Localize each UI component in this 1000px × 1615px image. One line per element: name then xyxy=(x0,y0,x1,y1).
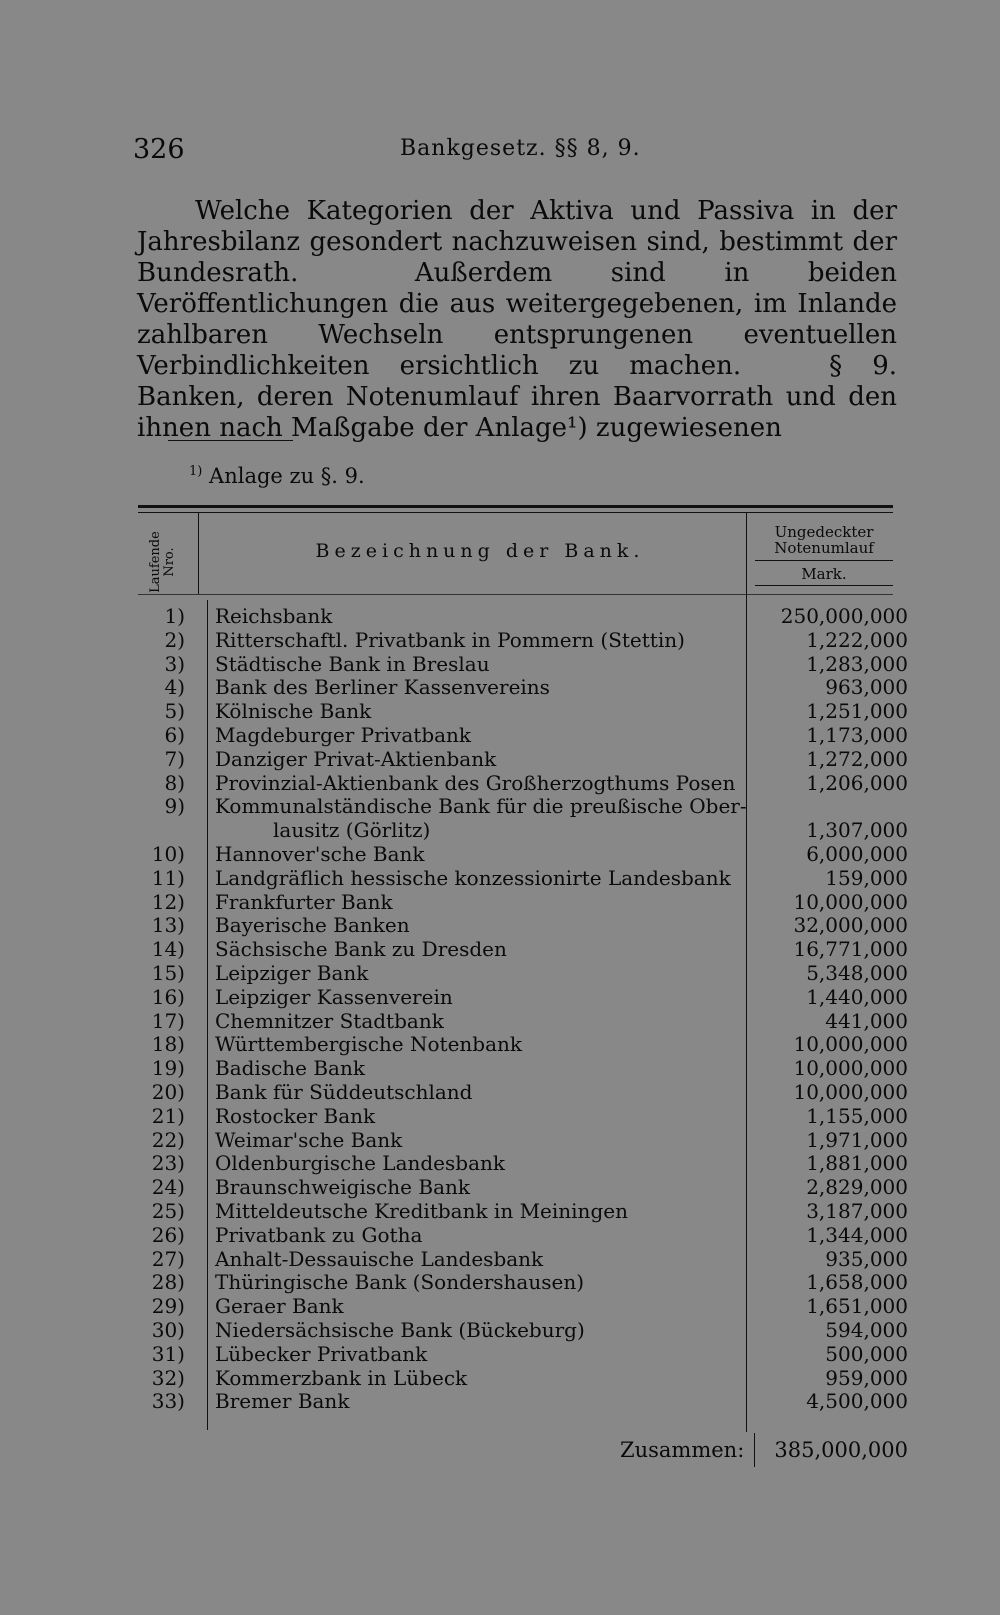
row-number: 29) xyxy=(151,1294,185,1319)
amount: 500,000 xyxy=(825,1341,908,1366)
bank-name: Provinzial-Aktienbank des Großherzogthums Posen xyxy=(215,770,736,795)
table-top-rule-thin xyxy=(138,512,893,513)
table-row xyxy=(138,1295,908,1319)
column-header-name: Bezeichnung der Bank. xyxy=(315,540,645,562)
paragraph-2: Außerdem sind in beiden Veröffentlichungen die aus weitergegebenen, im Inlande zahlbaren Wechseln entsprungenen eventuellen Verbindlichkeiten ersichtlich zu machen. xyxy=(137,258,898,381)
amount: 963,000 xyxy=(825,675,908,700)
bank-name: Rostocker Bank xyxy=(215,1103,376,1128)
amount: 1,440,000 xyxy=(806,984,908,1009)
table-row xyxy=(138,1081,908,1105)
amount: 250,000,000 xyxy=(780,604,908,628)
row-number: 30) xyxy=(151,1317,185,1342)
amount: 2,829,000 xyxy=(806,1175,908,1200)
amount: 1,283,000 xyxy=(806,651,908,676)
running-head: Bankgesetz. §§ 8, 9. xyxy=(400,136,641,161)
column-header-amount xyxy=(748,524,900,556)
table-row xyxy=(138,1343,908,1367)
table-row xyxy=(138,1319,908,1343)
amount: 1,344,000 xyxy=(806,1222,908,1247)
table-row xyxy=(138,986,908,1010)
row-number: 5) xyxy=(164,699,185,724)
amount: 959,000 xyxy=(825,1365,908,1390)
amount: 16,771,000 xyxy=(793,937,908,962)
amount: 1,155,000 xyxy=(806,1103,908,1128)
bank-name: Lübecker Privatbank xyxy=(215,1341,428,1366)
row-number: 26) xyxy=(151,1222,185,1247)
bank-name: Magdeburger Privatbank xyxy=(215,722,472,747)
table-body xyxy=(138,605,908,1414)
total-value: 385,000,000 xyxy=(774,1438,908,1462)
amount: 1,658,000 xyxy=(806,1270,908,1295)
bank-name: Frankfurter Bank xyxy=(215,889,393,914)
row-number: 14) xyxy=(151,937,185,962)
row-number: 12) xyxy=(151,889,185,914)
amount: 1,651,000 xyxy=(806,1294,908,1319)
table-row xyxy=(138,1010,908,1034)
column-header-nr: Laufende Nro. xyxy=(148,531,177,593)
bank-name: Leipziger Kassenverein xyxy=(215,984,453,1009)
bank-name: Bank für Süddeutschland xyxy=(215,1079,473,1104)
amount: 10,000,000 xyxy=(793,1056,908,1081)
bank-name: Reichsbank xyxy=(215,604,333,628)
table-row xyxy=(138,1248,908,1272)
bank-name: Mitteldeutsche Kreditbank in Meiningen xyxy=(215,1198,628,1223)
row-number: 22) xyxy=(151,1127,185,1152)
row-number: 11) xyxy=(151,865,185,890)
bank-name: Badische Bank xyxy=(215,1056,365,1081)
row-number: 18) xyxy=(151,1032,185,1057)
amount: 5,348,000 xyxy=(806,960,908,985)
page-number: 326 xyxy=(133,134,185,165)
bank-name: Kommerzbank in Lübeck xyxy=(215,1365,468,1390)
bank-name: Landgräflich hessische konzessionirte Landesbank xyxy=(215,865,731,890)
bank-name: Kölnische Bank xyxy=(215,699,372,724)
table-row xyxy=(138,843,908,867)
column-header-amount-line2: Notenumlauf xyxy=(774,539,874,557)
row-number: 17) xyxy=(151,1008,185,1033)
table-row xyxy=(138,1033,908,1057)
bank-name: Anhalt-Dessauische Landesbank xyxy=(215,1246,544,1271)
amount: 1,881,000 xyxy=(806,1151,908,1176)
bank-name: Chemnitzer Stadtbank xyxy=(215,1008,444,1033)
amount: 441,000 xyxy=(825,1008,908,1033)
row-number: 4) xyxy=(164,675,185,700)
row-number: 10) xyxy=(151,841,185,866)
bank-name: Sächsische Bank zu Dresden xyxy=(215,937,507,962)
table-row xyxy=(138,1105,908,1129)
amount: 32,000,000 xyxy=(793,913,908,938)
table-row xyxy=(138,1224,908,1248)
footnote-marker: 1) xyxy=(189,464,203,479)
amount: 1,251,000 xyxy=(806,699,908,724)
column-header-amount-line1: Ungedeckter xyxy=(774,523,874,541)
table-row xyxy=(138,772,908,796)
footnote xyxy=(189,464,365,488)
table-row xyxy=(138,914,908,938)
row-number: 32) xyxy=(151,1365,185,1390)
bank-name: Braunschweigische Bank xyxy=(215,1175,470,1200)
table-row xyxy=(138,1390,908,1414)
total-label: Zusammen: xyxy=(620,1438,745,1462)
table-row xyxy=(138,1271,908,1295)
amount: 1,307,000 xyxy=(806,818,908,843)
row-number: 6) xyxy=(164,722,185,747)
row-number: 19) xyxy=(151,1056,185,1081)
amount: 935,000 xyxy=(825,1246,908,1271)
table-row xyxy=(138,1129,908,1153)
footnote-text: Anlage zu §. 9. xyxy=(209,464,365,488)
row-number: 7) xyxy=(164,746,185,771)
bank-name: Städtische Bank in Breslau xyxy=(215,651,490,676)
bank-name: Danziger Privat-Aktienbank xyxy=(215,746,497,771)
bank-name: Niedersächsische Bank (Bückeburg) xyxy=(215,1317,585,1342)
amount: 1,173,000 xyxy=(806,722,908,747)
table-row xyxy=(138,748,908,772)
table-row xyxy=(138,1176,908,1200)
amount-header-rule xyxy=(755,560,893,561)
amount: 10,000,000 xyxy=(793,889,908,914)
bank-name: Bremer Bank xyxy=(215,1389,350,1414)
row-number: 23) xyxy=(151,1151,185,1176)
bank-name: Leipziger Bank xyxy=(215,960,369,985)
paragraph-1: Welche Kategorien der Aktiva und Passiva in der Jahresbilanz gesondert nachzuweisen sind, bestimmt der Bundesrath. xyxy=(137,196,897,288)
row-number: 15) xyxy=(151,960,185,985)
amount: 1,971,000 xyxy=(806,1127,908,1152)
amount: 594,000 xyxy=(825,1317,908,1342)
body-text xyxy=(137,196,897,444)
table-row xyxy=(138,795,908,843)
bank-name: Oldenburgische Landesbank xyxy=(215,1151,506,1176)
paragraph-3: § 9. Banken, deren Notenumlauf ihren Baarvorrath und den ihnen nach Maßgabe der Anlage¹) zugewiesenen xyxy=(137,351,897,443)
row-number: 1) xyxy=(164,604,185,628)
row-number: 21) xyxy=(151,1103,185,1128)
table-row xyxy=(138,962,908,986)
table-row xyxy=(138,1057,908,1081)
bank-name-line2: lausitz (Görlitz) xyxy=(273,818,431,843)
table-row xyxy=(138,700,908,724)
table-row xyxy=(138,1367,908,1391)
amount-unit-rule xyxy=(755,585,893,586)
table-row xyxy=(138,605,908,629)
amount: 159,000 xyxy=(825,865,908,890)
amount: 3,187,000 xyxy=(806,1198,908,1223)
row-number: 28) xyxy=(151,1270,185,1295)
row-number: 8) xyxy=(164,770,185,795)
amount: 10,000,000 xyxy=(793,1079,908,1104)
row-number: 24) xyxy=(151,1175,185,1200)
table-row xyxy=(138,676,908,700)
bank-name: Hannover'sche Bank xyxy=(215,841,425,866)
table-row xyxy=(138,653,908,677)
amount: 10,000,000 xyxy=(793,1032,908,1057)
bank-name xyxy=(215,795,747,843)
amount: 1,222,000 xyxy=(806,627,908,652)
table-row xyxy=(138,629,908,653)
column-divider-total xyxy=(754,1433,755,1467)
bank-name: Thüringische Bank (Sondershausen) xyxy=(215,1270,585,1295)
row-number: 20) xyxy=(151,1079,185,1104)
row-number: 27) xyxy=(151,1246,185,1271)
bank-name: Bayerische Banken xyxy=(215,913,410,938)
bank-name: Bank des Berliner Kassenvereins xyxy=(215,675,550,700)
table-row xyxy=(138,938,908,962)
table-row xyxy=(138,1200,908,1224)
amount: 4,500,000 xyxy=(806,1389,908,1414)
row-number: 31) xyxy=(151,1341,185,1366)
bank-name: Geraer Bank xyxy=(215,1294,344,1319)
row-number: 2) xyxy=(164,627,185,652)
row-number: 9) xyxy=(164,794,185,819)
bank-name: Privatbank zu Gotha xyxy=(215,1222,423,1247)
table-header-rule xyxy=(138,594,893,595)
table-row xyxy=(138,1152,908,1176)
table-row xyxy=(138,724,908,748)
table-row xyxy=(138,891,908,915)
table-row xyxy=(138,867,908,891)
column-divider-nr xyxy=(198,512,199,594)
row-number: 3) xyxy=(164,651,185,676)
table-top-rule xyxy=(138,505,893,508)
row-number: 33) xyxy=(151,1389,185,1414)
footnote-rule xyxy=(168,440,293,441)
row-number: 25) xyxy=(151,1198,185,1223)
amount: 1,272,000 xyxy=(806,746,908,771)
bank-name-line1: Kommunalständische Bank für die preußische Ober- xyxy=(215,794,747,819)
amount: 1,206,000 xyxy=(806,770,908,795)
column-header-unit: Mark. xyxy=(801,565,847,583)
row-number: 16) xyxy=(151,984,185,1009)
bank-name: Ritterschaftl. Privatbank in Pommern (Stettin) xyxy=(215,627,685,652)
bank-name: Weimar'sche Bank xyxy=(215,1127,403,1152)
row-number: 13) xyxy=(151,913,185,938)
bank-name: Württembergische Notenbank xyxy=(215,1032,523,1057)
amount: 6,000,000 xyxy=(806,841,908,866)
